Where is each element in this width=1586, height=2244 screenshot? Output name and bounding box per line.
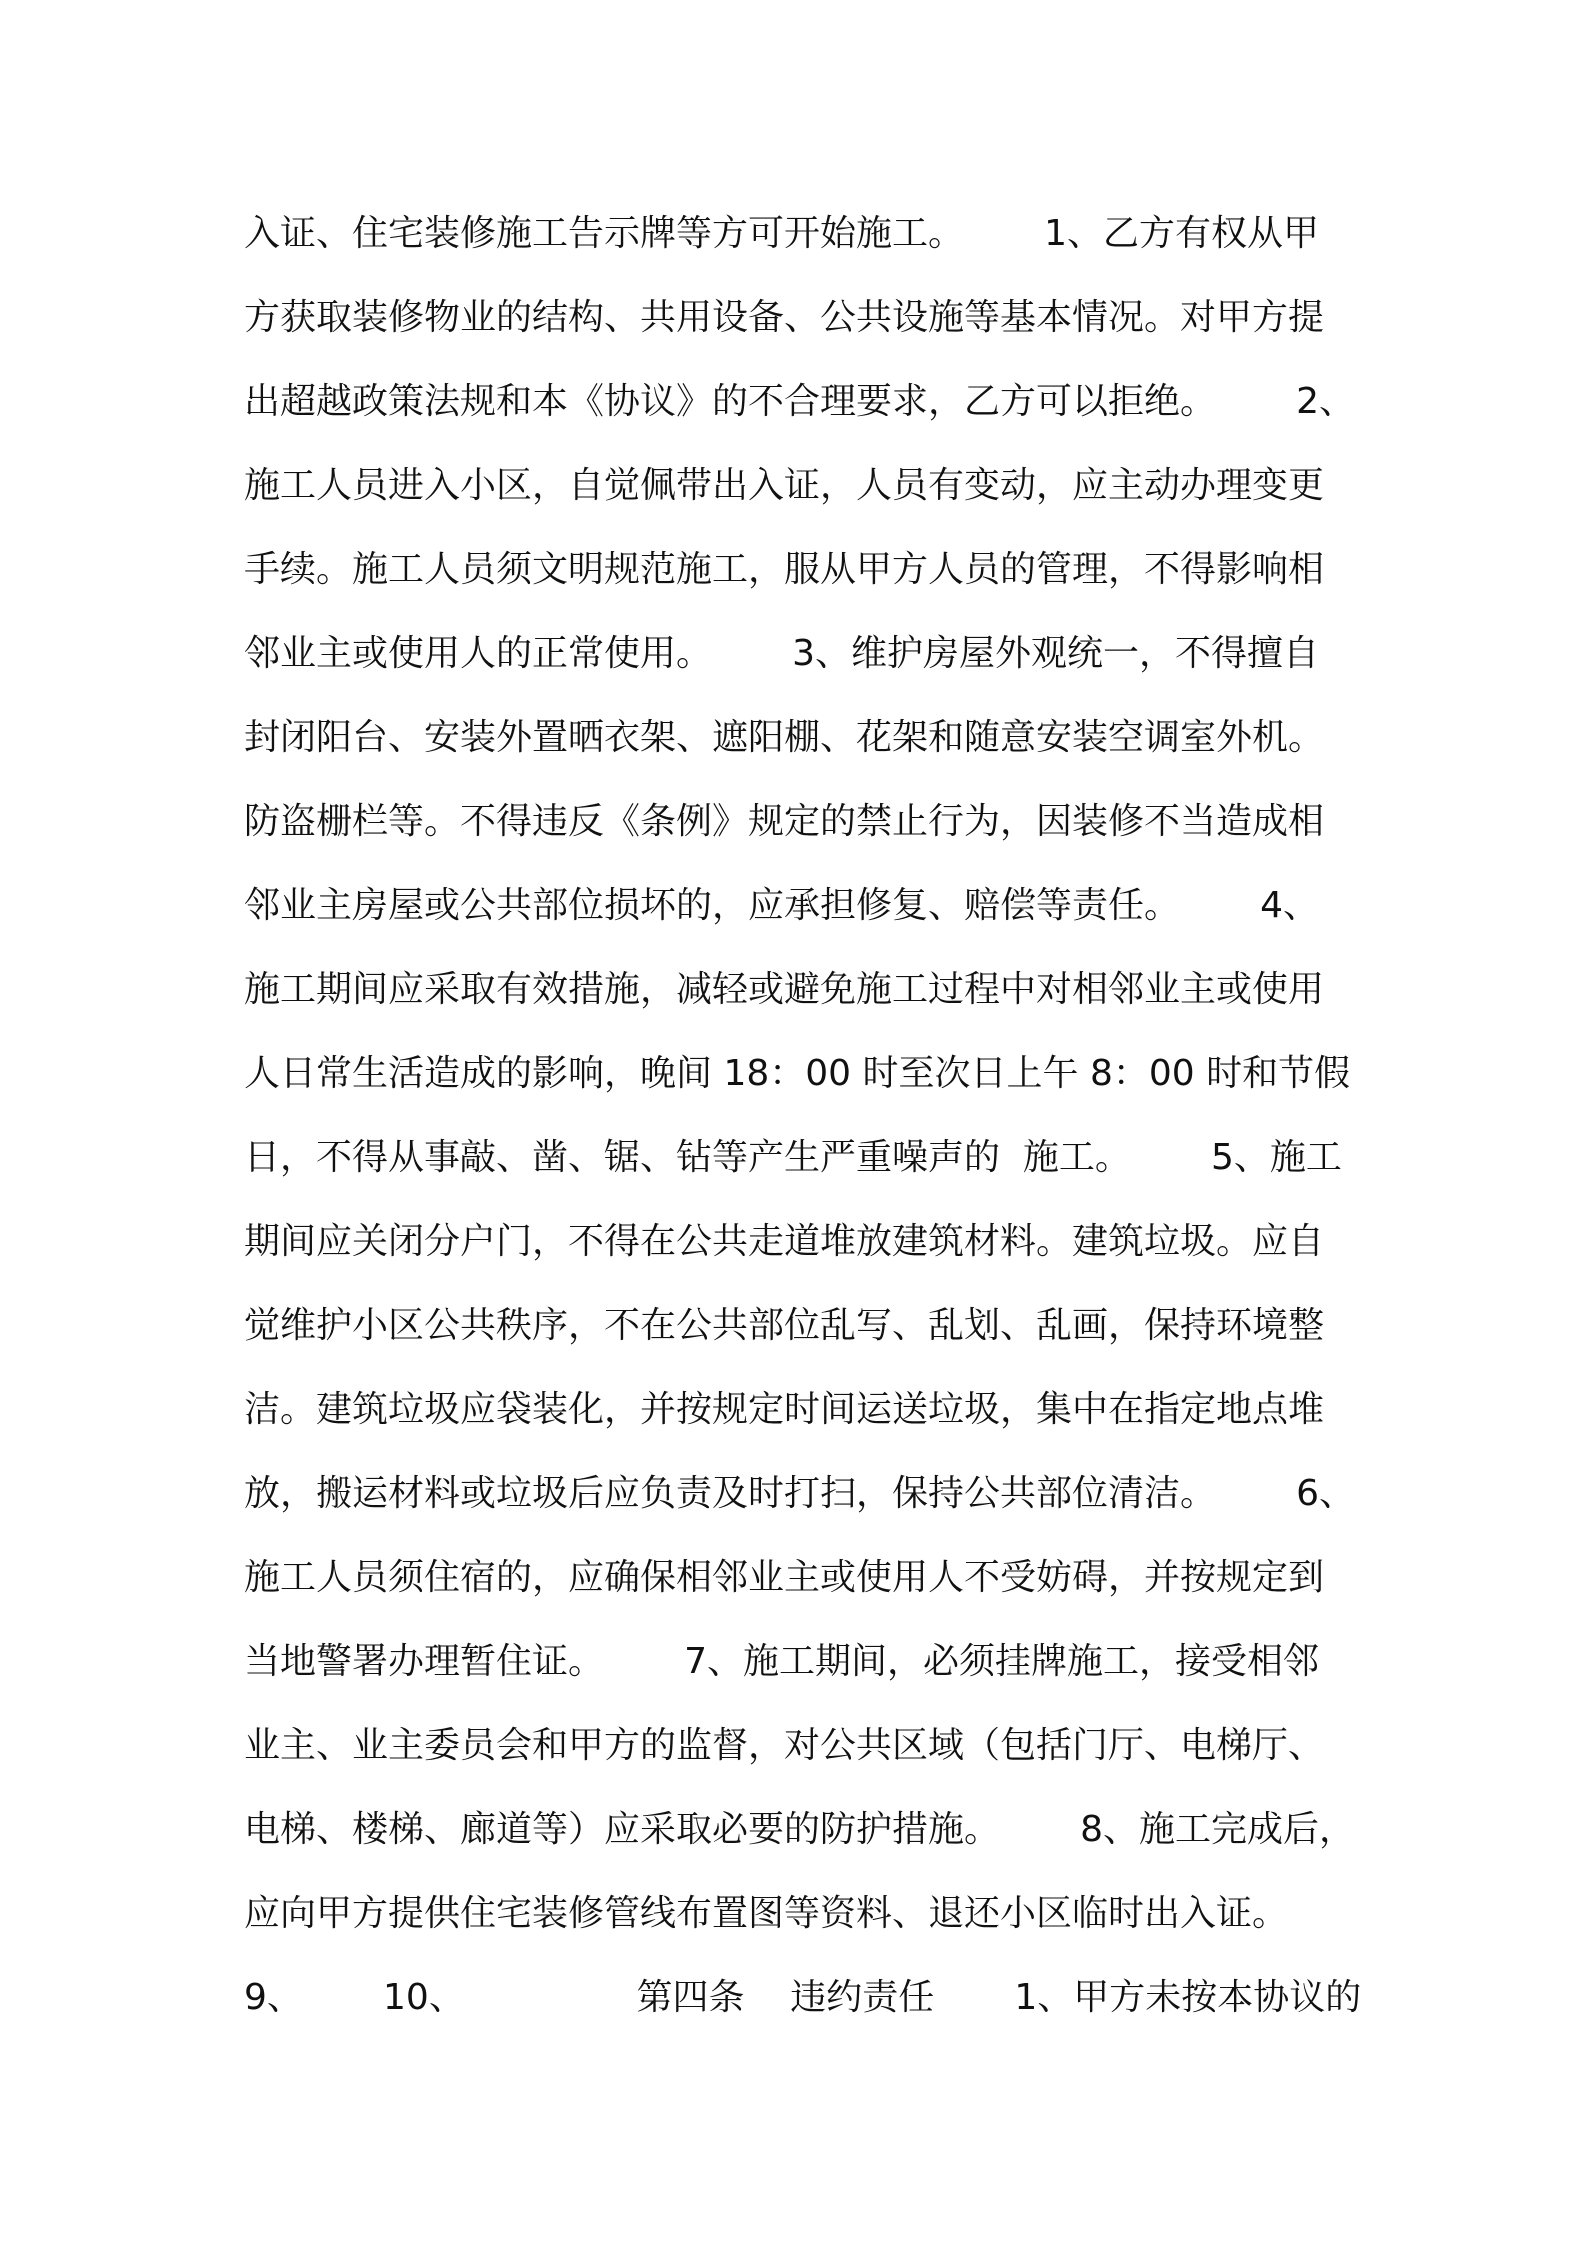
text-line: 应向甲方提供住宅装修管线布置图等资料、退还小区临时出入证。 [244, 1893, 1289, 1934]
text-line: 施工人员须住宿的，应确保相邻业主或使用人不受妨碍，并按规定到 [244, 1557, 1325, 1598]
body-text [244, 192, 1384, 2040]
text-line: 人日常生活造成的影响，晚间 18：00 时至次日上午 8：00 时和节假 [244, 1053, 1351, 1094]
text-line: 当地警署办理暂住证。 7、施工期间，必须挂牌施工，接受相邻 [244, 1641, 1320, 1682]
text-line: 期间应关闭分户门，不得在公共走道堆放建筑材料。建筑垃圾。应自 [244, 1221, 1325, 1262]
text-line: 邻业主或使用人的正常使用。 3、维护房屋外观统一，不得擅自 [244, 633, 1320, 674]
text-line: 洁。建筑垃圾应袋装化，并按规定时间运送垃圾，集中在指定地点堆 [244, 1389, 1325, 1430]
text-line: 防盗栅栏等。不得违反《条例》规定的禁止行为，因装修不当造成相 [244, 801, 1325, 842]
text-line: 施工人员进入小区，自觉佩带出入证，人员有变动，应主动办理变更 [244, 465, 1325, 506]
text-line: 9、 10、 第四条 违约责任 1、甲方未按本协议的 [244, 1977, 1362, 2018]
text-line: 方获取装修物业的结构、共用设备、公共设施等基本情况。对甲方提 [244, 297, 1325, 338]
text-line: 电梯、楼梯、廊道等）应采取必要的防护措施。 8、施工完成后， [244, 1809, 1356, 1850]
text-line: 邻业主房屋或公共部位损坏的，应承担修复、赔偿等责任。 4、 [244, 885, 1320, 926]
text-line: 手续。施工人员须文明规范施工，服从甲方人员的管理，不得影响相 [244, 549, 1325, 590]
text-line: 出超越政策法规和本《协议》的不合理要求，乙方可以拒绝。 2、 [244, 381, 1356, 422]
text-line: 施工期间应采取有效措施，减轻或避免施工过程中对相邻业主或使用 [244, 969, 1325, 1010]
text-line: 放，搬运材料或垃圾后应负责及时打扫，保持公共部位清洁。 6、 [244, 1473, 1356, 1514]
text-line: 封闭阳台、安装外置晒衣架、遮阳棚、花架和随意安装空调室外机。 [244, 717, 1325, 758]
text-line: 业主、业主委员会和甲方的监督，对公共区域（包括门厅、电梯厅、 [244, 1725, 1325, 1766]
text-line: 觉维护小区公共秩序，不在公共部位乱写、乱划、乱画，保持环境整 [244, 1305, 1325, 1346]
text-line: 日，不得从事敲、凿、锯、钻等产生严重噪声的 施工。 5、施工 [244, 1137, 1342, 1178]
text-line: 入证、住宅装修施工告示牌等方可开始施工。 1、乙方有权从甲 [244, 213, 1320, 254]
